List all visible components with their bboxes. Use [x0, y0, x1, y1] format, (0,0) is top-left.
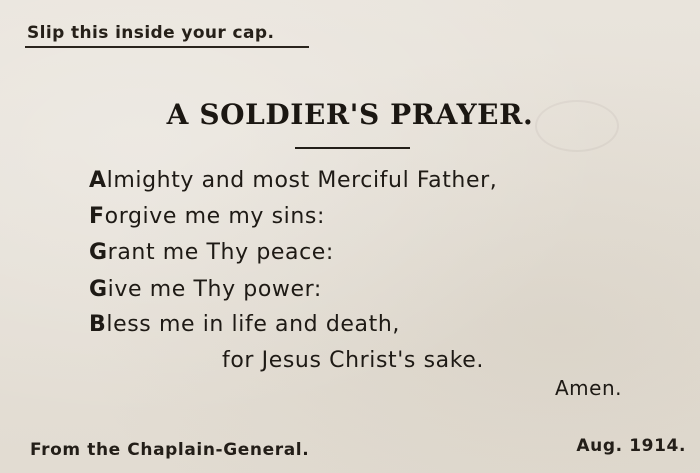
footer-attribution: From the Chaplain-General.: [30, 440, 310, 460]
page-title: A SOLDIER'S PRAYER.: [166, 98, 534, 131]
prayer-line-1-text: lmighty and most Merciful Father,: [106, 168, 498, 193]
prayer-line-4: [89, 277, 322, 302]
prayer-line-3-initial: G: [89, 240, 108, 265]
prayer-line-3-text: rant me Thy peace:: [107, 240, 334, 265]
prayer-line-1-initial: A: [89, 168, 107, 193]
prayer-line-5-text: less me in life and death,: [106, 312, 400, 337]
prayer-line-4-text: ive me Thy power:: [107, 277, 322, 302]
prayer-continuation: for Jesus Christ's sake.: [222, 348, 485, 373]
title-rule: [295, 147, 410, 149]
prayer-line-2-initial: F: [89, 204, 105, 229]
prayer-line-5: [89, 312, 400, 337]
prayer-line-3: [89, 240, 334, 265]
amen-text: Amen.: [555, 376, 623, 400]
header-underline: [25, 46, 309, 48]
header-note: Slip this inside your cap.: [27, 23, 275, 43]
prayer-line-1: [89, 168, 497, 193]
prayer-line-4-initial: G: [89, 277, 108, 302]
prayer-line-2: [89, 204, 325, 229]
prayer-line-2-text: orgive me my sins:: [104, 204, 325, 229]
footer-date: Aug. 1914.: [576, 436, 686, 456]
prayer-line-5-initial: B: [89, 312, 107, 337]
